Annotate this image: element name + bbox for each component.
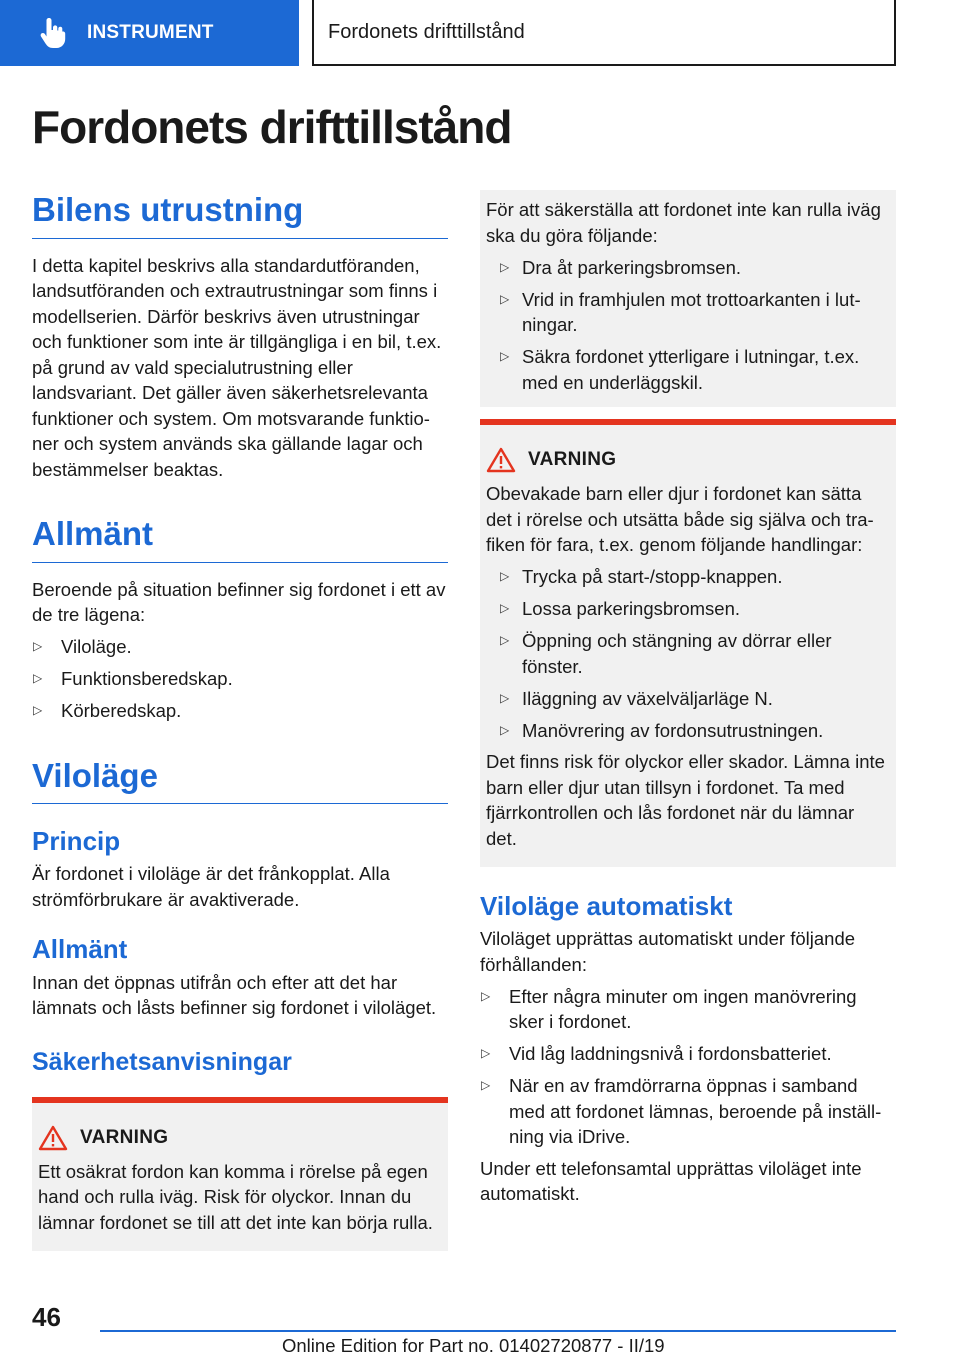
info-text: För att säkerställa att fordonet inte kan rulla iväg ska du göra följande: [486, 199, 881, 246]
triangle-bullet-icon: ▷ [33, 671, 43, 686]
chapter-title: Fordonets drifttillstånd [328, 20, 525, 43]
list-item: ▷ Öppning och stängning av dörrar eller fönster. [500, 630, 832, 677]
list-item: ▷ Vrid in framhjulen mot trottoarkanten i lutningar. [500, 288, 861, 335]
list-item: ▷ Efter några minuter om ingen manövrering sker i fordonet. [481, 985, 857, 1033]
triangle-bullet-icon: ▷ [500, 601, 510, 615]
list-item: ▷ Lossa parkeringsbromsen. [486, 596, 888, 622]
warning-box [32, 1097, 448, 1252]
heading-princip: Princip [32, 826, 121, 857]
allmant-text: Beroende på situation befinner sig fordonet i ett av de tre lägena: [32, 578, 446, 626]
right-column [480, 190, 896, 1207]
info-box [480, 190, 896, 407]
auto-list [480, 984, 896, 1150]
triangle-bullet-icon: ▷ [481, 1078, 491, 1093]
hand-pointer-icon [33, 13, 73, 53]
triangle-bullet-icon: ▷ [33, 703, 43, 718]
left-column [32, 190, 448, 1251]
footer-edition: Online Edition for Part no. 01402720877 - II/19 [282, 1335, 665, 1356]
page-number: 46 [32, 1302, 61, 1332]
triangle-bullet-icon: ▷ [481, 988, 491, 1003]
heading-vilolage: Viloläge [32, 756, 448, 805]
info-list [486, 255, 888, 396]
warning-triangle-icon [486, 447, 516, 473]
list-item: ▷ Körberedskap. [32, 698, 448, 724]
bilens-text: I detta kapitel beskrivs alla standardutföranden, landsutföranden och extrautrustningar som finns i modellserien. Därför beskrivs även utrustningar och funktioner som inte är tillgängliga i en bil, t.ex. på grund av vald specialutrustning eller landsvariant. Det gäller även säkerhetsrelevanta funktioner och system. Om motsvarande funktioner och system används ska gällande lagar och bestämmelser beaktas. [32, 254, 442, 480]
page-title: Fordonets drifttillstånd [32, 101, 512, 153]
heading-sakerhetsanvisningar: Säkerhetsanvisningar [32, 1047, 292, 1076]
warning-box [480, 419, 896, 867]
triangle-bullet-icon: ▷ [500, 690, 510, 705]
warning-after-text: Det finns risk för olyckor eller skador. Lämna inte barn eller djur utan tillsyn i fordonet. Ta med fjärrkontrollen och lås fordonet när du lämnar det. [486, 751, 885, 849]
triangle-bullet-icon: ▷ [500, 722, 510, 737]
list-item: ▷ Dra åt parkeringsbromsen. [486, 255, 888, 281]
allmant-sub-text: Innan det öppnas utifrån och efter att det har lämnats och låsts befinner sig fordonet i viloläget. [32, 971, 437, 1019]
auto-after-text: Under ett telefonsamtal upprättas viloläget inte automatiskt. [480, 1157, 862, 1205]
triangle-bullet-icon: ▷ [500, 569, 510, 583]
triangle-bullet-icon: ▷ [500, 633, 510, 647]
warning-title: VARNING [38, 1125, 440, 1151]
list-item: ▷ Funktionsberedskap. [32, 666, 448, 692]
section-tab[interactable] [0, 0, 299, 66]
chapter-header [312, 0, 896, 66]
list-item: ▷ Manövrering av fordonsutrustningen. [486, 718, 888, 744]
triangle-bullet-icon: ▷ [500, 259, 510, 274]
warning-triangle-icon [38, 1125, 68, 1151]
triangle-bullet-icon: ▷ [481, 1046, 491, 1061]
warning-title: VARNING [486, 447, 888, 473]
princip-text: Är fordonet i viloläge är det frånkopplat. Alla strömförbrukare är avaktiverade. [32, 863, 390, 910]
heading-bilens-utrustning: Bilens utrustning [32, 190, 448, 239]
list-item: ▷ Iläggning av växelväljarläge N. [486, 686, 888, 712]
heading-allmant-sub: Allmänt [32, 934, 128, 965]
list-item: ▷ Viloläge. [32, 634, 448, 660]
heading-allmant: Allmänt [32, 514, 448, 563]
list-item: ▷ När en av framdörrarna öppnas i samband med att fordonet lämnas, beroende på inställning via iDrive. [481, 1075, 882, 1148]
triangle-bullet-icon: ▷ [33, 639, 43, 654]
section-label: INSTRUMENT [87, 22, 214, 43]
triangle-bullet-icon: ▷ [500, 291, 510, 306]
auto-text: Viloläget upprättas automatiskt under följande förhållanden: [480, 928, 856, 975]
state-list [32, 634, 448, 724]
warning-text: Obevakade barn eller djur i fordonet kan sätta det i rörelse och utsätta både sig själva och trafiken för fara, t.ex. genom följande handlingar: [486, 483, 874, 555]
list-item: ▷ Trycka på start-/stopp-knappen. [486, 564, 888, 590]
heading-vilolage-automatiskt: Viloläge automatiskt [480, 891, 733, 921]
triangle-bullet-icon: ▷ [500, 349, 510, 363]
footer-divider [100, 1330, 896, 1332]
list-item: ▷ Säkra fordonet ytterligare i lutningar, t.ex. med en underläggskil. [500, 346, 860, 393]
warning-list [486, 564, 888, 743]
list-item: ▷ Vid låg laddningsnivå i fordonsbatteriet. [480, 1041, 896, 1067]
warning-text: Ett osäkrat fordon kan komma i rörelse på egen hand och rulla iväg. Risk för olyckor. Innan du lämnar fordonet se till att det inte kan börja rulla. [38, 1160, 433, 1233]
